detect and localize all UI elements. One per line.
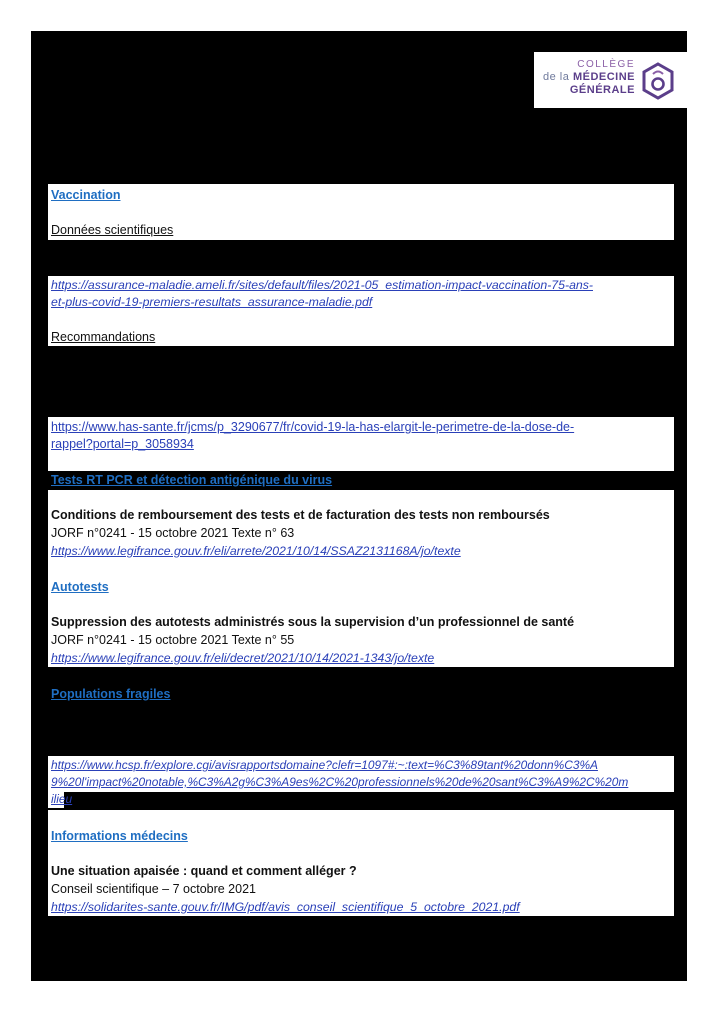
hcsp-link-line-2[interactable]: 9%20l'impact%20notable,%C3%A2g%C3%A9es%2C%20professionnels%20de%20sant%C3%A9%2C%20m bbox=[51, 775, 629, 789]
conseil-scientifique-link[interactable]: https://solidarites-sante.gouv.fr/IMG/pdf/avis_conseil_scientifique_5_octobre_2021.pdf bbox=[51, 900, 520, 914]
logo-line-generale: GÉNÉRALE bbox=[569, 84, 635, 96]
recommandations-subheading: Recommandations bbox=[51, 330, 156, 344]
logo-line-college: COLLÈGE bbox=[577, 59, 635, 70]
tests-legifrance-link[interactable]: https://www.legifrance.gouv.fr/eli/arrete/2021/10/14/SSAZ2131168A/jo/texte bbox=[51, 544, 461, 558]
tests-reference: JORF n°0241 - 15 octobre 2021 Texte n° 63 bbox=[51, 526, 295, 540]
college-hexagon-logo-icon bbox=[641, 62, 675, 100]
ameli-link-line-2[interactable]: et-plus-covid-19-premiers-resultats_assurance-maladie.pdf bbox=[51, 295, 373, 309]
has-link-line-1[interactable]: https://www.has-sante.fr/jcms/p_3290677/fr/covid-19-la-has-elargit-le-perimetre-de-la-dose-de- bbox=[51, 420, 575, 434]
autotests-reference: JORF n°0241 - 15 octobre 2021 Texte n° 55 bbox=[51, 633, 295, 647]
autotests-legifrance-link[interactable]: https://www.legifrance.gouv.fr/eli/decret/2021/10/14/2021-1343/jo/texte bbox=[51, 651, 435, 665]
ameli-link-line-1[interactable]: https://assurance-maladie.ameli.fr/sites/default/files/2021-05_estimation-impact-vaccination-75-ans- bbox=[51, 278, 593, 292]
autotests-heading: Autotests bbox=[51, 580, 109, 594]
tests-heading: Tests RT PCR et détection antigénique du virus bbox=[51, 473, 333, 487]
hcsp-link-line-3[interactable]: ilieu bbox=[51, 792, 73, 806]
medecins-reference: Conseil scientifique – 7 octobre 2021 bbox=[51, 882, 256, 896]
medecins-heading: Informations médecins bbox=[51, 829, 188, 843]
medecins-title: Une situation apaisée : quand et comment alléger ? bbox=[51, 864, 357, 878]
college-logo bbox=[534, 52, 687, 108]
vaccination-heading: Vaccination bbox=[51, 188, 121, 202]
donnees-scientifiques-subheading: Données scientifiques bbox=[51, 223, 174, 237]
populations-heading: Populations fragiles bbox=[51, 687, 171, 701]
autotests-title: Suppression des autotests administrés sous la supervision d’un professionnel de santé bbox=[51, 615, 575, 629]
logo-line-de-la: de la bbox=[543, 71, 570, 83]
tests-title: Conditions de remboursement des tests et de facturation des tests non remboursés bbox=[51, 508, 550, 522]
logo-wordmark bbox=[543, 58, 635, 97]
hcsp-link-line-1[interactable]: https://www.hcsp.fr/explore.cgi/avisrapportsdomaine?clefr=1097#:~:text=%C3%89tant%20donn%C3%A bbox=[51, 758, 598, 772]
has-link-line-2[interactable]: rappel?portal=p_3058934 bbox=[51, 437, 194, 451]
logo-line-medecine: MÉDECINE bbox=[572, 71, 635, 83]
